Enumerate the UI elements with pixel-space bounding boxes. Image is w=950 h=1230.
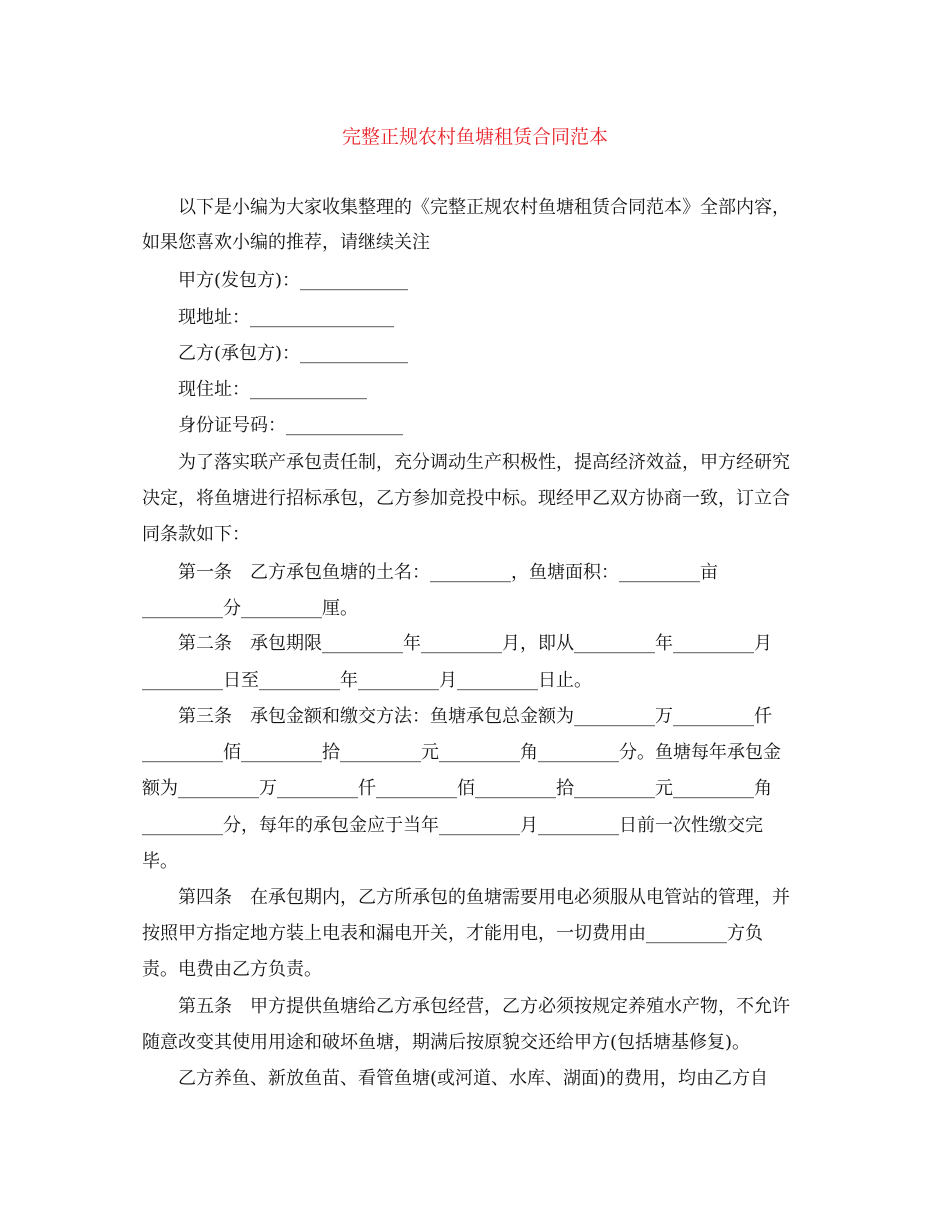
- article-4-line-1: 第四条 在承包期内，乙方所承包的鱼塘需要用电必须服从电管站的管理，并: [178, 887, 790, 908]
- article-5-line-2: 随意改变其使用用途和破坏鱼塘，期满后按原貌交还给甲方(包括塘基修复)。: [142, 1032, 751, 1053]
- party-b-address-field: 现住址：_____________: [178, 379, 367, 400]
- article-3-line-4: _________分，每年的承包金应于当年_________月_________日前一次性缴交完: [142, 815, 763, 836]
- intro-line-1: 以下是小编为大家收集整理的《完整正规农村鱼塘租赁合同范本》全部内容，: [178, 197, 790, 218]
- article-4-line-2: 按照甲方指定地方装上电表和漏电开关，才能用电，一切费用由_________方负: [142, 923, 763, 944]
- party-a-field: 甲方(发包方)：____________: [178, 270, 409, 291]
- article-3-line-2: _________佰_________拾_________元_________角_________分。鱼塘每年承包金: [142, 742, 781, 763]
- article-3-line-5: 毕。: [142, 851, 178, 872]
- article-1-line-1: 第一条 乙方承包鱼塘的土名：_________，鱼塘面积：_________亩: [178, 562, 718, 583]
- article-5-line-3: 乙方养鱼、新放鱼苗、看管鱼塘(或河道、水库、湖面)的费用，均由乙方自: [178, 1068, 769, 1089]
- intro-line-2: 如果您喜欢小编的推荐，请继续关注: [142, 232, 430, 253]
- party-a-address-field: 现地址：________________: [178, 307, 394, 328]
- article-1-line-2: _________分_________厘。: [142, 598, 358, 619]
- preamble-line-2: 决定，将鱼塘进行招标承包，乙方参加竞投中标。现经甲乙双方协商一致，订立合: [142, 488, 790, 509]
- preamble-line-3: 同条款如下：: [142, 524, 250, 545]
- article-2-line-1: 第二条 承包期限_________年_________月，即从_________年_________月: [178, 633, 772, 654]
- article-5-line-1: 第五条 甲方提供鱼塘给乙方承包经营，乙方必须按规定养殖水产物，不允许: [178, 996, 790, 1017]
- article-3-line-3: 额为_________万_________仟_________佰_________拾_________元_________角: [142, 778, 772, 799]
- party-b-field: 乙方(承包方)：____________: [178, 343, 409, 364]
- article-4-line-3: 责。电费由乙方负责。: [142, 959, 322, 980]
- id-number-field: 身份证号码：_____________: [178, 415, 403, 436]
- article-3-line-1: 第三条 承包金额和缴交方法：鱼塘承包总金额为_________万_________仟: [178, 706, 772, 727]
- preamble-line-1: 为了落实联产承包责任制，充分调动生产积极性，提高经济效益，甲方经研究: [178, 452, 790, 473]
- document-title: 完整正规农村鱼塘租赁合同范本: [341, 126, 608, 148]
- article-2-line-2: _________日至_________年_________月_________日止。: [142, 670, 592, 691]
